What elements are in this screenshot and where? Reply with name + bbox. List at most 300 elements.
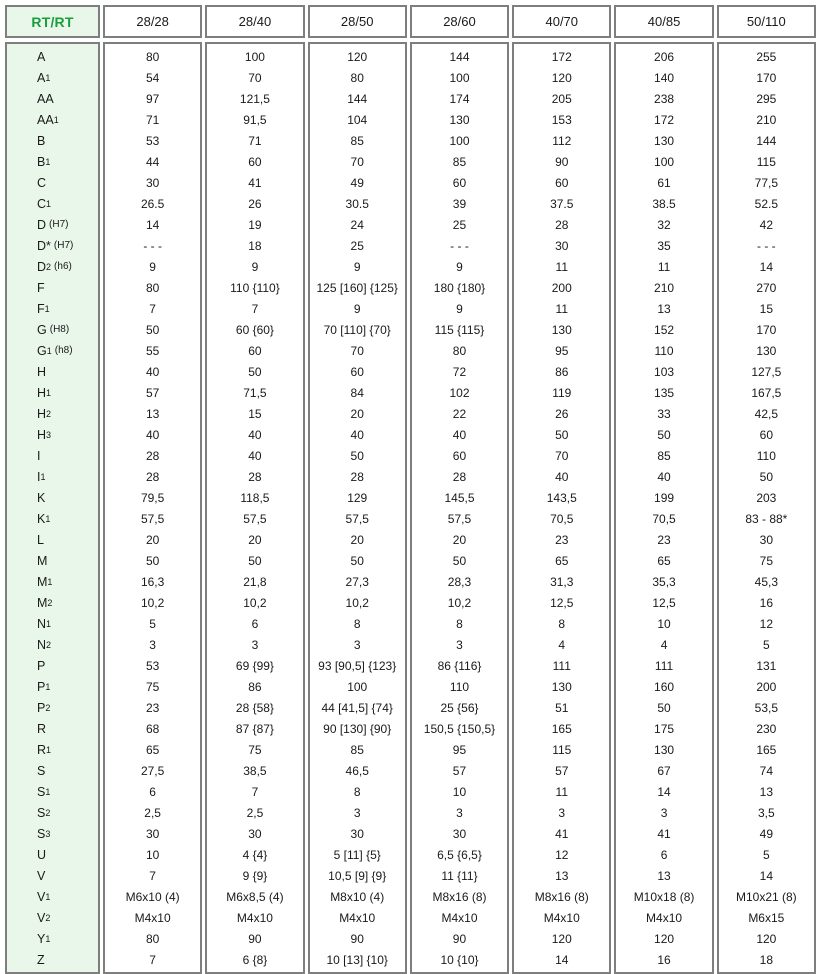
row-label: S 2 (37, 805, 51, 820)
row-label: Z (37, 952, 45, 967)
table-cell: 50 (145, 553, 160, 568)
table-cell: 100 (244, 49, 265, 64)
table-cell: 90 (350, 931, 364, 946)
table-cell: 120 (756, 931, 777, 946)
row-label: A 1 (37, 70, 51, 85)
table-cell: 70 (350, 343, 364, 358)
table-cell: 54 (145, 70, 160, 85)
row-label: A (37, 49, 46, 64)
table-cell: 170 (756, 70, 777, 85)
table-cell: 16,3 (140, 574, 165, 589)
table-cell: 30 (145, 175, 160, 190)
data-column-28-40 (205, 42, 304, 974)
table-cell: 26.5 (140, 196, 165, 211)
table-cell: M8x16 (8) (432, 889, 487, 904)
table-cell: 40 (555, 469, 569, 484)
table-cell: 120 (551, 931, 572, 946)
row-label: L (37, 532, 44, 547)
table-cell: 111 (552, 658, 571, 673)
table-cell: - - - (143, 238, 162, 253)
table-cell: 6 (660, 847, 668, 862)
table-cell: 199 (654, 490, 675, 505)
column-header-28-60: 28/60 (410, 5, 509, 38)
row-label: P 2 (37, 700, 51, 715)
table-cell: 238 (654, 91, 675, 106)
table-cell: 49 (759, 826, 773, 841)
table-cell: 50 (145, 322, 160, 337)
table-cell: 110 (654, 343, 674, 358)
table-cell: 16 (759, 595, 773, 610)
table-cell: 172 (551, 49, 572, 64)
table-cell: 50 (452, 553, 467, 568)
table-cell: 210 (756, 112, 777, 127)
table-cell: 70 (248, 70, 262, 85)
row-label: H 2 (37, 406, 52, 421)
table-cell: 5 (149, 616, 156, 631)
table-cell: 100 (347, 679, 368, 694)
table-cell: 80 (145, 280, 160, 295)
column-header-50-110: 50/110 (717, 5, 816, 38)
row-label: R 1 (37, 742, 52, 757)
table-cell: 28 (350, 469, 364, 484)
table-cell: 50 (350, 448, 364, 463)
row-label: I (37, 448, 41, 463)
table-cell: 165 (551, 721, 572, 736)
table-cell: M8x10 (4) (330, 889, 385, 904)
table-cell: 28 (555, 217, 569, 232)
table-cell: 15 (759, 301, 773, 316)
table-cell: 9 (353, 259, 361, 274)
table-cell: 10,2 (140, 595, 165, 610)
table-cell: 115 {115} (434, 322, 485, 337)
table-cell: 49 (350, 175, 364, 190)
table-cell: 13 (657, 301, 671, 316)
table-cell: 18 (759, 952, 773, 967)
table-cell: 50 (248, 364, 262, 379)
table-cell: 14 (759, 259, 773, 274)
table-cell: 5 (762, 847, 770, 862)
table-cell: M10x21 (8) (735, 889, 797, 904)
table-cell: 41 (248, 175, 262, 190)
table-cell: 50 (657, 427, 671, 442)
table-cell: 41 (657, 826, 671, 841)
table-cell: 11 {11} (441, 868, 478, 883)
table-cell: 3,5 (757, 805, 775, 820)
table-cell: 85 (657, 448, 671, 463)
table-cell: 53,5 (754, 700, 778, 715)
row-label: M 2 (37, 595, 53, 610)
row-label: V 1 (37, 889, 51, 904)
table-cell: 9 (456, 301, 463, 316)
table-cell: 41 (555, 826, 569, 841)
table-cell: 39 (452, 196, 467, 211)
table-cell: 7 (149, 301, 156, 316)
table-cell: 10,5 [9] {9} (328, 868, 387, 883)
table-cell: 53 (145, 658, 160, 673)
table-cell: 60 (248, 154, 262, 169)
data-column-28-28 (103, 42, 202, 974)
table-cell: 40 (248, 427, 262, 442)
table-cell: M8x16 (8) (534, 889, 589, 904)
row-label: U (37, 847, 47, 862)
table-cell: 25 (350, 238, 364, 253)
table-cell: 85 (350, 133, 364, 148)
table-cell: 100 (449, 70, 470, 85)
table-cell: 130 (551, 322, 572, 337)
row-label: V 2 (37, 910, 51, 925)
table-cell: M6x15 (748, 910, 785, 925)
table-cell: 144 (347, 91, 368, 106)
table-cell: 38,5 (243, 763, 267, 778)
table-cell: 79,5 (140, 490, 165, 505)
row-label: D (H7) (37, 217, 69, 232)
row-label: N 2 (37, 637, 52, 652)
table-cell: 90 [130] {90} (323, 721, 392, 736)
table-cell: 50 (759, 469, 773, 484)
data-column-28-50 (308, 42, 407, 974)
table-cell: 9 (149, 259, 156, 274)
row-label: C 1 (37, 196, 52, 211)
table-cell: 71,5 (243, 385, 267, 400)
table-cell: 167,5 (751, 385, 782, 400)
table-cell: 30 (452, 826, 467, 841)
table-cell: 119 (552, 385, 572, 400)
table-cell: 12 (555, 847, 569, 862)
table-cell: 9 {9} (242, 868, 268, 883)
table-cell: 104 (347, 112, 368, 127)
table-cell: 6 (251, 616, 259, 631)
column-header-40-70: 40/70 (512, 5, 611, 38)
row-label: B 1 (37, 154, 51, 169)
table-cell: 13 (657, 868, 671, 883)
table-cell: 20 (248, 532, 262, 547)
table-cell: 87 {87} (235, 721, 274, 736)
table-cell: 40 (145, 364, 160, 379)
table-cell: 28 (248, 469, 262, 484)
row-label: I 1 (37, 469, 46, 484)
table-cell: 230 (756, 721, 777, 736)
table-cell: 93 [90,5] {123} (318, 658, 397, 673)
table-cell: 71 (248, 133, 262, 148)
table-cell: 72 (452, 364, 467, 379)
table-cell: 14 (145, 217, 160, 232)
table-cell: 20 (350, 406, 364, 421)
table-cell: 77,5 (754, 175, 778, 190)
table-cell: 70,5 (550, 511, 574, 526)
table-cell: 35,3 (652, 574, 676, 589)
table-cell: 40 (657, 469, 671, 484)
data-column-40-85 (614, 42, 713, 974)
table-cell: 42 (759, 217, 773, 232)
table-cell: 22 (452, 406, 467, 421)
table-cell: 51 (555, 700, 569, 715)
table-cell: 24 (350, 217, 364, 232)
table-cell: 45,3 (754, 574, 778, 589)
table-cell: 112 (552, 133, 572, 148)
table-cell: 144 (756, 133, 777, 148)
table-cell: 20 (145, 532, 160, 547)
data-column-28-60 (410, 42, 509, 974)
table-cell: 42,5 (754, 406, 778, 421)
table-cell: 40 (145, 427, 160, 442)
row-label: B (37, 133, 46, 148)
table-cell: 6,5 {6,5} (437, 847, 482, 862)
header-row (5, 5, 816, 38)
table-cell: 11 (555, 301, 568, 316)
table-cell: 69 {99} (235, 658, 274, 673)
table-cell: 44 [41,5] {74} (321, 700, 393, 715)
table-cell: 85 (350, 742, 364, 757)
table-cell: 118,5 (240, 490, 270, 505)
rt-rt-corner-header: RT/RT (5, 5, 100, 38)
table-cell: 57,5 (447, 511, 472, 526)
table-cell: - - - (757, 238, 776, 253)
table-cell: 46,5 (345, 763, 369, 778)
table-cell: 30.5 (345, 196, 369, 211)
table-cell: 13 (555, 868, 569, 883)
table-cell: 4 {4} (242, 847, 268, 862)
table-cell: 7 (251, 784, 259, 799)
table-cell: 102 (449, 385, 470, 400)
table-cell: 7 (149, 952, 156, 967)
table-cell: 83 - 88* (745, 511, 788, 526)
table-cell: 18 (248, 238, 262, 253)
table-cell: 23 (657, 532, 671, 547)
row-labels-column (5, 42, 100, 974)
table-cell: 3 (353, 637, 361, 652)
table-cell: 121,5 (239, 91, 270, 106)
table-cell: 129 (347, 490, 368, 505)
table-cell: 175 (654, 721, 675, 736)
table-cell: 11 (657, 259, 671, 274)
table-cell: 27,3 (345, 574, 369, 589)
table-cell: 53 (145, 133, 160, 148)
table-cell: 57,5 (345, 511, 369, 526)
table-cell: 127,5 (751, 364, 782, 379)
table-cell: 25 {56} (440, 700, 479, 715)
table-cell: 65 (145, 742, 160, 757)
table-cell: 7 (149, 868, 156, 883)
table-cell: 26 (248, 196, 262, 211)
table-cell: 145,5 (444, 490, 475, 505)
table-cell: 57 (452, 763, 467, 778)
table-cell: 8 (456, 616, 463, 631)
table-cell: 19 (248, 217, 262, 232)
row-label: Y 1 (37, 931, 51, 946)
table-cell: 55 (145, 343, 160, 358)
row-label: K (37, 490, 46, 505)
table-cell: 50 (248, 553, 262, 568)
table-cell: 130 (654, 742, 675, 757)
table-cell: 180 {180} (433, 280, 486, 295)
data-column-50-110 (717, 42, 816, 974)
table-cell: 71 (145, 112, 160, 127)
table-cell: M4x10 (646, 910, 683, 925)
table-cell: 86 (248, 679, 262, 694)
table-cell: M4x10 (441, 910, 478, 925)
table-cell: 100 (654, 154, 675, 169)
row-label: K 1 (37, 511, 51, 526)
table-cell: 120 (551, 70, 572, 85)
table-cell: M4x10 (236, 910, 273, 925)
table-cell: 205 (551, 91, 572, 106)
table-cell: 4 (660, 637, 668, 652)
table-cell: 21,8 (243, 574, 267, 589)
table-cell: 37.5 (550, 196, 574, 211)
table-cell: 10 [13] {10} (326, 952, 388, 967)
column-header-40-85: 40/85 (614, 5, 713, 38)
table-cell: 23 (145, 700, 160, 715)
table-cell: 110 (756, 448, 776, 463)
table-cell: 35 (657, 238, 671, 253)
table-cell: 14 (657, 784, 671, 799)
table-cell: 60 (350, 364, 364, 379)
table-cell: 200 (551, 280, 572, 295)
table-cell: 295 (756, 91, 777, 106)
table-cell: M4x10 (339, 910, 376, 925)
table-cell: M6x10 (4) (125, 889, 180, 904)
table-cell: 50 (657, 700, 671, 715)
table-cell: 74 (759, 763, 773, 778)
row-label: S 3 (37, 826, 51, 841)
table-cell: 90 (555, 154, 569, 169)
table-cell: 30 (555, 238, 569, 253)
row-label: S (37, 763, 46, 778)
row-label: P (37, 658, 46, 673)
table-cell: 80 (350, 70, 364, 85)
table-cell: 6 {8} (242, 952, 268, 967)
row-label: C (37, 175, 47, 190)
table-cell: 20 (452, 532, 467, 547)
row-label: N 1 (37, 616, 52, 631)
row-label: F (37, 280, 45, 295)
table-cell: 15 (248, 406, 262, 421)
row-label: H 3 (37, 427, 52, 442)
table-cell: - - - (450, 238, 469, 253)
table-cell: 50 (350, 553, 364, 568)
table-cell: 86 (555, 364, 569, 379)
table-cell: 60 (248, 343, 262, 358)
table-cell: 70 (350, 154, 364, 169)
table-cell: 28,3 (447, 574, 472, 589)
table-cell: 65 (657, 553, 671, 568)
table-cell: 3 (660, 805, 668, 820)
table-cell: 150,5 {150,5} (423, 721, 496, 736)
table-cell: 13 (759, 784, 773, 799)
table-cell: 6 (149, 784, 156, 799)
table-cell: 110 (449, 679, 470, 694)
table-cell: 5 (762, 637, 770, 652)
data-column-40-70 (512, 42, 611, 974)
table-cell: 8 (558, 616, 566, 631)
table-cell: 131 (756, 658, 777, 673)
table-cell: 10 (452, 784, 467, 799)
row-label: H 1 (37, 385, 52, 400)
table-cell: 25 (452, 217, 467, 232)
row-label: AA (37, 91, 54, 106)
table-cell: 90 (452, 931, 467, 946)
table-cell: 144 (449, 49, 470, 64)
table-cell: 30 (248, 826, 262, 841)
table-cell: 80 (452, 343, 467, 358)
table-cell: 30 (759, 532, 773, 547)
table-cell: M4x10 (134, 910, 171, 925)
table-cell: 12,5 (550, 595, 574, 610)
table-cell: 75 (145, 679, 160, 694)
table-cell: 8 (353, 616, 361, 631)
table-cell: 32 (657, 217, 671, 232)
table-cell: 174 (449, 91, 470, 106)
table-cell: 57,5 (243, 511, 267, 526)
table-cell: 100 (449, 133, 470, 148)
table-cell: 20 (350, 532, 364, 547)
table-cell: 60 (452, 175, 467, 190)
table-cell: 255 (756, 49, 777, 64)
table-cell: 5 [11] {5} (333, 847, 381, 862)
table-cell: 97 (145, 91, 160, 106)
table-cell: 2,5 (144, 805, 161, 820)
table-cell: 86 {116} (437, 658, 482, 673)
table-cell: 11 (555, 784, 568, 799)
table-cell: 75 (759, 553, 773, 568)
table-cell: 206 (654, 49, 675, 64)
table-cell: 30 (350, 826, 364, 841)
table-cell: 3 (558, 805, 566, 820)
row-label: S 1 (37, 784, 51, 799)
table-cell: 84 (350, 385, 364, 400)
row-label: V (37, 868, 46, 883)
table-cell: M6x8,5 (4) (226, 889, 284, 904)
table-cell: 80 (145, 49, 160, 64)
table-cell: 140 (654, 70, 675, 85)
table-cell: 12 (759, 616, 773, 631)
table-cell: 172 (654, 112, 675, 127)
table-cell: 110 {110} (230, 280, 280, 295)
table-cell: 38.5 (652, 196, 676, 211)
table-cell: 12,5 (652, 595, 676, 610)
table-cell: 95 (555, 343, 569, 358)
table-cell: 130 (449, 112, 470, 127)
table-cell: 28 {58} (235, 700, 274, 715)
table-cell: 13 (145, 406, 160, 421)
row-label: R (37, 721, 47, 736)
table-cell: 27,5 (140, 763, 165, 778)
table-cell: 40 (350, 427, 364, 442)
row-label: AA 1 (37, 112, 59, 127)
table-cell: 44 (145, 154, 160, 169)
row-label: M (37, 553, 48, 568)
table-cell: 60 {60} (235, 322, 274, 337)
table-cell: 9 (353, 301, 361, 316)
table-cell: 130 (551, 679, 572, 694)
table-cell: 3 (149, 637, 156, 652)
row-label: D 2 (h6) (37, 259, 72, 274)
table-cell: 170 (756, 322, 777, 337)
table-cell: 8 (353, 784, 361, 799)
table-cell: 115 (756, 154, 776, 169)
column-header-28-28: 28/28 (103, 5, 202, 38)
table-cell: 95 (452, 742, 467, 757)
table-cell: 16 (657, 952, 671, 967)
table-body (5, 42, 816, 974)
table-cell: 40 (248, 448, 262, 463)
table-cell: 28 (145, 448, 160, 463)
table-cell: 14 (555, 952, 569, 967)
table-cell: 52.5 (754, 196, 778, 211)
table-cell: 60 (452, 448, 467, 463)
table-cell: 80 (145, 931, 160, 946)
table-cell: 11 (555, 259, 568, 274)
